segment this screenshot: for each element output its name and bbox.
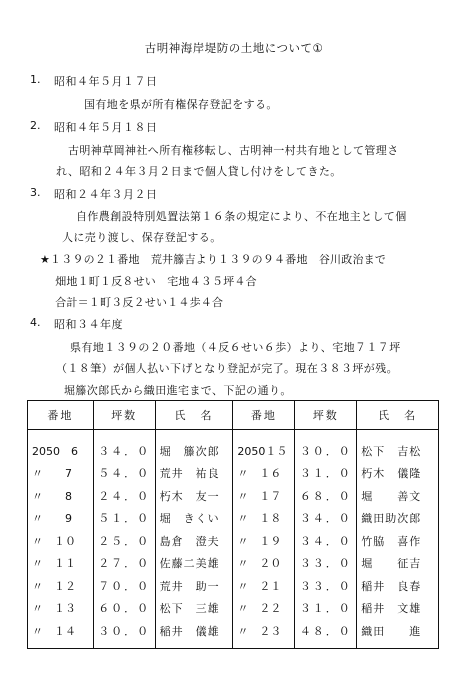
table-row — [28, 530, 439, 553]
table-row — [28, 430, 439, 463]
area-cell: ２７．０ — [93, 552, 155, 575]
section-3-line-2: 人に売り渡し、保存登記する。 — [62, 231, 222, 244]
owner-name-cell: 織田助次郎 — [357, 507, 439, 530]
area-cell: ３３．０ — [295, 575, 357, 598]
owner-name-cell: 織田 進 — [357, 620, 439, 649]
owner-name-cell: 堀 征吉 — [357, 552, 439, 575]
owner-name-cell: 堀 籐次郎 — [155, 430, 233, 463]
section-4-number: 4. — [30, 316, 41, 329]
lot-number-cell: 〃 １８ — [233, 507, 295, 530]
section-3-number: 3. — [30, 186, 41, 199]
section-4-heading: 昭和３４年度 — [54, 318, 123, 331]
owner-name-cell: 稲井 文雄 — [357, 597, 439, 620]
owner-name-cell: 朽木 儀隆 — [357, 462, 439, 485]
area-cell: ２４．０ — [93, 485, 155, 508]
owner-name-cell: 堀 きくい — [155, 507, 233, 530]
lot-number-cell: 〃 １９ — [233, 530, 295, 553]
lot-number-cell: 〃 １６ — [233, 462, 295, 485]
section-1-line-1: 国有地を県が所有権保存登記をする。 — [84, 98, 278, 111]
document-title: 古明神海岸堤防の土地について① — [144, 41, 324, 55]
section-2-line-1: 古明神草岡神社へ所有権移転し、古明神一村共有地として管理さ — [68, 144, 399, 157]
lot-number-cell: 〃 １１ — [28, 552, 94, 575]
header-lot-number: 番地 — [28, 401, 94, 430]
section-3-parcel-range: ★１３９の２１番地 荒井籐吉より１３９の９４番地 谷川政治まで — [40, 253, 387, 266]
owner-name-cell: 稲井 良春 — [357, 575, 439, 598]
land-parcel-table — [27, 400, 439, 649]
owner-name-cell: 島倉 澄夫 — [155, 530, 233, 553]
owner-name-cell: 稲井 儀雄 — [155, 620, 233, 649]
owner-name-cell: 朽木 友一 — [155, 485, 233, 508]
area-cell: ３３．０ — [295, 552, 357, 575]
area-cell: ３４．０ — [93, 430, 155, 463]
lot-number-cell: 〃 ２２ — [233, 597, 295, 620]
section-1-heading: 昭和４年５月１７日 — [54, 75, 158, 88]
lot-number-cell: 〃 ２１ — [233, 575, 295, 598]
table-row — [28, 620, 439, 649]
area-cell: ３０．０ — [93, 620, 155, 649]
table-row — [28, 462, 439, 485]
section-4-line-3: 堀籐次郎氏から織田進宅まで、下記の通り。 — [64, 384, 292, 397]
section-2-heading: 昭和４年５月１８日 — [54, 121, 158, 134]
area-cell: ７０．０ — [93, 575, 155, 598]
section-3-heading: 昭和２４年３月２日 — [54, 188, 158, 201]
area-cell: ３４．０ — [295, 507, 357, 530]
area-cell: ４８．０ — [295, 620, 357, 649]
section-2-number: 2. — [30, 119, 41, 132]
header-area: 坪数 — [93, 401, 155, 430]
section-3-line-1: 自作農創設特別処置法第１６条の規定により、不在地主として個 — [76, 210, 407, 223]
table-header-row — [28, 401, 439, 430]
table-row — [28, 507, 439, 530]
area-cell: ３４．０ — [295, 530, 357, 553]
table-row — [28, 552, 439, 575]
section-3-parcel-total: 合計＝１町３反２せい１４歩４合 — [44, 296, 224, 309]
lot-number-cell: 〃 １４ — [28, 620, 94, 649]
header-lot-number: 番地 — [233, 401, 295, 430]
lot-number-cell: 〃 9 — [28, 507, 94, 530]
area-cell: ６８．０ — [295, 485, 357, 508]
section-1-number: 1. — [30, 73, 41, 86]
header-area: 坪数 — [295, 401, 357, 430]
owner-name-cell: 竹脇 喜作 — [357, 530, 439, 553]
lot-number-cell: 〃 7 — [28, 462, 94, 485]
owner-name-cell: 佐藤二美雄 — [155, 552, 233, 575]
area-cell: ６０．０ — [93, 597, 155, 620]
owner-name-cell: 堀 善文 — [357, 485, 439, 508]
lot-number-cell: 2050１５ — [233, 430, 295, 463]
section-2-line-2: れ、昭和２４年３月２日まで個人貸し付けをしてきた。 — [56, 165, 342, 178]
lot-number-cell: 〃 １２ — [28, 575, 94, 598]
lot-number-cell: 〃 １０ — [28, 530, 94, 553]
area-cell: ５４．０ — [93, 462, 155, 485]
owner-name-cell: 荒井 助一 — [155, 575, 233, 598]
owner-name-cell: 松下 三雄 — [155, 597, 233, 620]
lot-number-cell: 〃 １７ — [233, 485, 295, 508]
lot-number-cell: 〃 １３ — [28, 597, 94, 620]
section-4-line-1: 県有地１３９の２０番地（４反６せい６歩）より、宅地７１７坪 — [70, 341, 401, 354]
area-cell: ２５．０ — [93, 530, 155, 553]
area-cell: ３１．０ — [295, 462, 357, 485]
area-cell: ５１．０ — [93, 507, 155, 530]
table-row — [28, 575, 439, 598]
area-cell: ３０．０ — [295, 430, 357, 463]
lot-number-cell: 2050 6 — [28, 430, 94, 463]
lot-number-cell: 〃 ２０ — [233, 552, 295, 575]
header-owner-name: 氏 名 — [357, 401, 439, 430]
header-owner-name: 氏 名 — [155, 401, 233, 430]
table-row — [28, 597, 439, 620]
owner-name-cell: 荒井 祐良 — [155, 462, 233, 485]
section-3-parcel-area: 畑地１町１反８せい 宅地４３５坪４合 — [44, 275, 257, 288]
lot-number-cell: 〃 ２３ — [233, 620, 295, 649]
owner-name-cell: 松下 吉松 — [357, 430, 439, 463]
lot-number-cell: 〃 8 — [28, 485, 94, 508]
area-cell: ３１．０ — [295, 597, 357, 620]
table-row — [28, 485, 439, 508]
section-4-line-2: （１８筆）が個人払い下げとなり登記が完了。現在３８３坪が残。 — [56, 362, 398, 375]
